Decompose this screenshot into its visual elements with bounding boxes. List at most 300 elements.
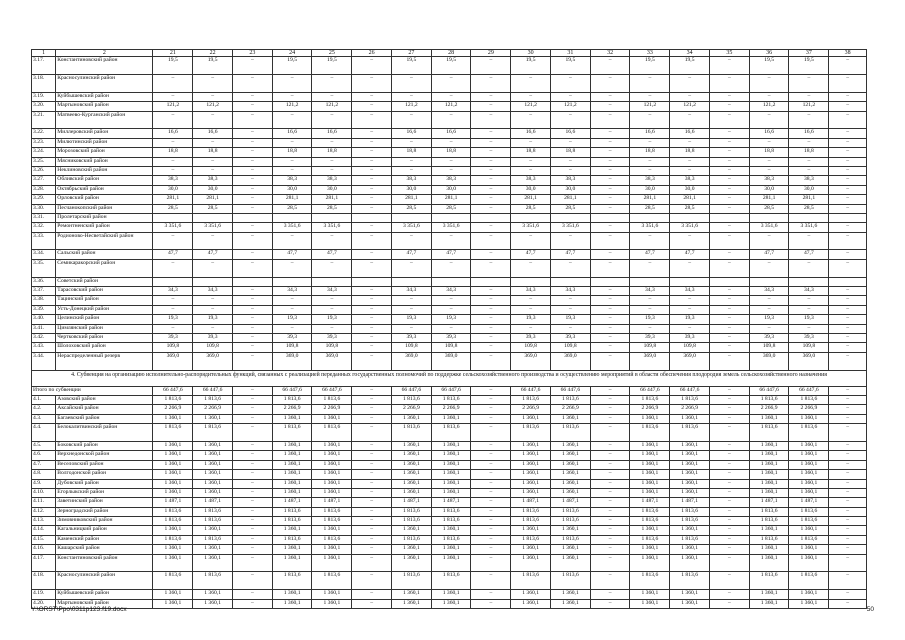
amount-cell: 3 351,6 bbox=[670, 223, 710, 232]
amount-cell: 1 360,1 bbox=[312, 460, 352, 469]
row-number: 4.13. bbox=[32, 517, 56, 526]
amount-cell: – bbox=[550, 75, 590, 93]
row-number: 4.2. bbox=[32, 405, 56, 414]
empty-cell: – bbox=[352, 176, 392, 185]
empty-cell: – bbox=[232, 535, 272, 544]
empty-cell: – bbox=[829, 590, 867, 599]
table-row bbox=[32, 460, 867, 469]
amount-cell: 1 360,1 bbox=[272, 488, 312, 497]
amount-cell: 16,6 bbox=[431, 129, 471, 138]
amount-cell: 1 813,6 bbox=[272, 572, 312, 590]
amount-cell: 1 360,1 bbox=[670, 441, 710, 450]
amount-cell: 18,8 bbox=[670, 148, 710, 157]
amount-cell: 18,8 bbox=[272, 148, 312, 157]
empty-cell: – bbox=[829, 250, 867, 259]
empty-cell bbox=[352, 213, 392, 222]
amount-cell: 1 360,1 bbox=[193, 479, 233, 488]
empty-cell: – bbox=[471, 324, 511, 333]
empty-cell: – bbox=[352, 148, 392, 157]
empty-cell: – bbox=[709, 334, 749, 343]
district-name: Куйбышевский район bbox=[56, 590, 153, 599]
row-number: 4.4. bbox=[32, 424, 56, 442]
empty-cell: – bbox=[829, 129, 867, 138]
amount-cell: 19,5 bbox=[511, 57, 551, 75]
empty-cell: – bbox=[709, 395, 749, 404]
amount-cell: 38,3 bbox=[511, 176, 551, 185]
amount-cell: 34,3 bbox=[550, 287, 590, 296]
empty-cell: – bbox=[471, 498, 511, 507]
amount-cell: – bbox=[312, 157, 352, 166]
amount-cell: 1 360,1 bbox=[630, 590, 670, 599]
amount-cell: 1 813,6 bbox=[511, 507, 551, 516]
amount-cell: 1 360,1 bbox=[789, 470, 829, 479]
amount-cell: 1 813,6 bbox=[153, 572, 193, 590]
empty-cell: – bbox=[471, 296, 511, 305]
amount-cell: 2 266,9 bbox=[749, 405, 789, 414]
amount-cell: 1 360,1 bbox=[431, 599, 471, 608]
amount-cell: – bbox=[749, 324, 789, 333]
empty-cell: – bbox=[829, 166, 867, 175]
amount-cell: 18,8 bbox=[391, 148, 431, 157]
empty-cell: – bbox=[709, 343, 749, 352]
empty-cell: – bbox=[590, 554, 630, 572]
empty-cell: – bbox=[590, 57, 630, 75]
empty-cell: – bbox=[471, 204, 511, 213]
empty-cell: – bbox=[829, 535, 867, 544]
amount-cell: – bbox=[153, 232, 193, 250]
empty-cell: – bbox=[590, 414, 630, 423]
row-number: 3.36. bbox=[32, 277, 56, 286]
amount-cell: 16,6 bbox=[272, 129, 312, 138]
amount-cell: 47,7 bbox=[670, 250, 710, 259]
amount-cell: 1 813,6 bbox=[312, 535, 352, 544]
amount-cell: 1 813,6 bbox=[550, 572, 590, 590]
amount-cell: 1 360,1 bbox=[550, 414, 590, 423]
amount-cell: 1 813,6 bbox=[630, 424, 670, 442]
amount-cell: – bbox=[153, 259, 193, 277]
row-number: 3.29. bbox=[32, 195, 56, 204]
amount-cell: 281,1 bbox=[749, 195, 789, 204]
district-name: Кагальницкий район bbox=[56, 526, 153, 535]
amount-cell: 18,8 bbox=[630, 148, 670, 157]
amount-cell: – bbox=[312, 305, 352, 314]
amount-cell: 1 360,1 bbox=[550, 460, 590, 469]
amount-cell: – bbox=[272, 92, 312, 101]
amount-cell: – bbox=[670, 324, 710, 333]
amount-cell: – bbox=[193, 75, 233, 93]
row-number: 4.7. bbox=[32, 460, 56, 469]
table-row bbox=[32, 138, 867, 147]
amount-cell: 109,8 bbox=[789, 343, 829, 352]
amount-cell: 1 813,6 bbox=[193, 424, 233, 442]
amount-cell: 19,5 bbox=[550, 57, 590, 75]
amount-cell: 1 813,6 bbox=[272, 424, 312, 442]
amount-cell: – bbox=[749, 111, 789, 129]
empty-cell: – bbox=[232, 102, 272, 111]
empty-cell: – bbox=[352, 223, 392, 232]
amount-cell bbox=[312, 213, 352, 222]
amount-cell: 1 360,1 bbox=[670, 545, 710, 554]
empty-cell: – bbox=[709, 92, 749, 101]
amount-cell: 1 360,1 bbox=[630, 488, 670, 497]
empty-cell: – bbox=[590, 334, 630, 343]
amount-cell: 1 360,1 bbox=[153, 526, 193, 535]
section-title: 4. Субвенция на организацию исполнительно-распорядительных функций, связанных с реализацией переданных государственных полномочий по поддержке сельскохозяйственного производства и осуществлению мероприятий в области обеспечения плодородия земель сельскохозяйственного назначения bbox=[32, 370, 867, 386]
empty-cell: – bbox=[829, 75, 867, 93]
column-number: 26 bbox=[352, 50, 392, 57]
amount-cell: 47,7 bbox=[272, 250, 312, 259]
amount-cell: 1 360,1 bbox=[153, 545, 193, 554]
empty-cell: – bbox=[590, 343, 630, 352]
amount-cell: 2 266,9 bbox=[431, 405, 471, 414]
amount-cell: 30,0 bbox=[550, 185, 590, 194]
amount-cell: 1 813,6 bbox=[550, 517, 590, 526]
amount-cell: – bbox=[630, 157, 670, 166]
empty-cell: – bbox=[352, 395, 392, 404]
amount-cell: 1 360,1 bbox=[153, 590, 193, 599]
amount-cell bbox=[431, 213, 471, 222]
empty-cell: – bbox=[471, 470, 511, 479]
empty-cell: – bbox=[709, 572, 749, 590]
empty-cell: – bbox=[829, 102, 867, 111]
row-number: 4.12. bbox=[32, 507, 56, 516]
amount-cell: – bbox=[550, 324, 590, 333]
empty-cell: – bbox=[590, 479, 630, 488]
amount-cell: – bbox=[749, 296, 789, 305]
amount-cell: 18,8 bbox=[749, 148, 789, 157]
amount-cell: 281,1 bbox=[391, 195, 431, 204]
column-number: 2 bbox=[56, 50, 153, 57]
amount-cell: 1 360,1 bbox=[789, 451, 829, 460]
table-row bbox=[32, 526, 867, 535]
amount-cell: 1 487,1 bbox=[272, 498, 312, 507]
amount-cell: 38,3 bbox=[391, 176, 431, 185]
amount-cell: 1 360,1 bbox=[670, 470, 710, 479]
amount-cell: 19,3 bbox=[312, 315, 352, 324]
amount-cell: – bbox=[193, 92, 233, 101]
amount-cell: 1 360,1 bbox=[789, 590, 829, 599]
empty-cell: – bbox=[232, 479, 272, 488]
amount-cell: 1 360,1 bbox=[193, 414, 233, 423]
row-number: 4.14. bbox=[32, 526, 56, 535]
empty-cell: – bbox=[232, 195, 272, 204]
empty-cell: – bbox=[709, 166, 749, 175]
amount-cell: – bbox=[431, 305, 471, 314]
amount-cell: 1 813,6 bbox=[272, 535, 312, 544]
amount-cell: 18,8 bbox=[789, 148, 829, 157]
row-number: 3.28. bbox=[32, 185, 56, 194]
amount-cell: 16,6 bbox=[391, 129, 431, 138]
amount-cell: 1 813,6 bbox=[431, 395, 471, 404]
row-number: 3.30. bbox=[32, 204, 56, 213]
amount-cell bbox=[391, 213, 431, 222]
amount-cell: – bbox=[153, 75, 193, 93]
amount-cell: 1 487,1 bbox=[550, 498, 590, 507]
row-number: 3.27. bbox=[32, 176, 56, 185]
amount-cell: 19,3 bbox=[391, 315, 431, 324]
empty-cell: – bbox=[352, 324, 392, 333]
amount-cell: – bbox=[431, 138, 471, 147]
empty-cell: – bbox=[590, 305, 630, 314]
empty-cell: – bbox=[709, 195, 749, 204]
amount-cell: – bbox=[749, 75, 789, 93]
empty-cell: – bbox=[709, 259, 749, 277]
amount-cell: 1 360,1 bbox=[789, 545, 829, 554]
empty-cell: – bbox=[709, 138, 749, 147]
amount-cell: 1 360,1 bbox=[511, 460, 551, 469]
amount-cell: – bbox=[550, 232, 590, 250]
amount-cell: 369,0 bbox=[670, 352, 710, 370]
amount-cell: 34,3 bbox=[670, 287, 710, 296]
amount-cell: – bbox=[789, 259, 829, 277]
amount-cell: 1 360,1 bbox=[789, 488, 829, 497]
row-number: 3.24. bbox=[32, 148, 56, 157]
empty-cell: – bbox=[232, 185, 272, 194]
amount-cell: 369,0 bbox=[193, 352, 233, 370]
empty-cell: – bbox=[709, 204, 749, 213]
empty-cell: – bbox=[232, 315, 272, 324]
empty-cell: – bbox=[232, 250, 272, 259]
amount-cell: 1 360,1 bbox=[431, 451, 471, 460]
amount-cell: – bbox=[153, 305, 193, 314]
amount-cell: 1 360,1 bbox=[511, 590, 551, 599]
empty-cell: – bbox=[232, 590, 272, 599]
amount-cell: – bbox=[630, 296, 670, 305]
empty-cell: – bbox=[709, 148, 749, 157]
amount-cell: 34,3 bbox=[272, 287, 312, 296]
district-name: Мясниковский район bbox=[56, 157, 153, 166]
table-row bbox=[32, 535, 867, 544]
table-row bbox=[32, 324, 867, 333]
empty-cell: – bbox=[829, 395, 867, 404]
amount-cell: 1 813,6 bbox=[391, 507, 431, 516]
amount-cell: – bbox=[670, 232, 710, 250]
amount-cell: 1 360,1 bbox=[511, 554, 551, 572]
amount-cell: 1 813,6 bbox=[153, 424, 193, 442]
column-number: 27 bbox=[391, 50, 431, 57]
empty-cell: – bbox=[590, 535, 630, 544]
empty-cell: – bbox=[590, 176, 630, 185]
amount-cell: 3 351,6 bbox=[630, 223, 670, 232]
amount-cell: 39,3 bbox=[391, 334, 431, 343]
empty-cell: – bbox=[471, 599, 511, 608]
empty-cell: – bbox=[471, 386, 511, 395]
amount-cell: – bbox=[431, 259, 471, 277]
amount-cell bbox=[789, 213, 829, 222]
amount-cell: 1 360,1 bbox=[431, 441, 471, 450]
amount-cell: 18,8 bbox=[550, 148, 590, 157]
row-number: 3.20. bbox=[32, 102, 56, 111]
amount-cell: – bbox=[670, 259, 710, 277]
amount-cell: 28,5 bbox=[391, 204, 431, 213]
amount-cell: 34,3 bbox=[193, 287, 233, 296]
amount-cell: – bbox=[670, 305, 710, 314]
amount-cell: 121,2 bbox=[550, 102, 590, 111]
amount-cell: – bbox=[312, 232, 352, 250]
empty-cell: – bbox=[232, 498, 272, 507]
amount-cell: 109,8 bbox=[391, 343, 431, 352]
amount-cell: 1 360,1 bbox=[511, 545, 551, 554]
amount-cell: 39,3 bbox=[789, 334, 829, 343]
row-number: 4.6. bbox=[32, 451, 56, 460]
empty-cell bbox=[232, 277, 272, 286]
amount-cell: 3 351,6 bbox=[511, 223, 551, 232]
amount-cell: 2 266,9 bbox=[193, 405, 233, 414]
empty-cell: – bbox=[471, 479, 511, 488]
amount-cell: – bbox=[431, 75, 471, 93]
amount-cell: 281,1 bbox=[272, 195, 312, 204]
amount-cell: – bbox=[431, 111, 471, 129]
empty-cell: – bbox=[232, 395, 272, 404]
amount-cell: 1 487,1 bbox=[153, 498, 193, 507]
amount-cell: 1 813,6 bbox=[312, 572, 352, 590]
amount-cell: – bbox=[670, 111, 710, 129]
empty-cell: – bbox=[352, 204, 392, 213]
empty-cell: – bbox=[352, 111, 392, 129]
amount-cell: 39,3 bbox=[431, 334, 471, 343]
amount-cell: – bbox=[391, 111, 431, 129]
empty-cell: – bbox=[471, 250, 511, 259]
district-name: Дубовский район bbox=[56, 479, 153, 488]
amount-cell: – bbox=[391, 92, 431, 101]
empty-cell: – bbox=[352, 488, 392, 497]
amount-cell: – bbox=[550, 296, 590, 305]
amount-cell: – bbox=[511, 138, 551, 147]
row-number: 3.39. bbox=[32, 305, 56, 314]
empty-cell: – bbox=[471, 441, 511, 450]
amount-cell: 1 360,1 bbox=[670, 414, 710, 423]
amount-cell: 1 813,6 bbox=[550, 424, 590, 442]
amount-cell: 1 360,1 bbox=[630, 451, 670, 460]
empty-cell: – bbox=[471, 129, 511, 138]
empty-cell: – bbox=[352, 451, 392, 460]
amount-cell: 19,3 bbox=[630, 315, 670, 324]
amount-cell: 1 360,1 bbox=[312, 441, 352, 450]
amount-cell: – bbox=[272, 157, 312, 166]
amount-cell: – bbox=[431, 232, 471, 250]
row-number: 4.11. bbox=[32, 498, 56, 507]
empty-cell: – bbox=[590, 102, 630, 111]
amount-cell: 1 360,1 bbox=[749, 599, 789, 608]
amount-cell bbox=[272, 277, 312, 286]
empty-cell: – bbox=[590, 111, 630, 129]
empty-cell: – bbox=[232, 488, 272, 497]
empty-cell: – bbox=[471, 166, 511, 175]
row-number: 3.21. bbox=[32, 111, 56, 129]
table-row bbox=[32, 57, 867, 75]
amount-cell: 1 360,1 bbox=[431, 554, 471, 572]
amount-cell: – bbox=[511, 296, 551, 305]
amount-cell: – bbox=[193, 138, 233, 147]
amount-cell: 1 813,6 bbox=[431, 572, 471, 590]
column-number: 21 bbox=[153, 50, 193, 57]
amount-cell: 1 813,6 bbox=[670, 507, 710, 516]
table-row bbox=[32, 157, 867, 166]
empty-cell: – bbox=[471, 545, 511, 554]
amount-cell: 1 813,6 bbox=[153, 507, 193, 516]
amount-cell: 1 360,1 bbox=[550, 470, 590, 479]
amount-cell: 1 360,1 bbox=[431, 488, 471, 497]
amount-cell: 47,7 bbox=[511, 250, 551, 259]
amount-cell: 19,5 bbox=[272, 57, 312, 75]
district-name: Азовский район bbox=[56, 395, 153, 404]
amount-cell: 16,6 bbox=[312, 129, 352, 138]
amount-cell: 34,3 bbox=[391, 287, 431, 296]
empty-cell: – bbox=[829, 296, 867, 305]
amount-cell: 30,0 bbox=[153, 185, 193, 194]
empty-cell: – bbox=[590, 517, 630, 526]
amount-cell: 1 813,6 bbox=[511, 535, 551, 544]
amount-cell: 1 360,1 bbox=[193, 545, 233, 554]
empty-cell: – bbox=[232, 129, 272, 138]
amount-cell: 1 487,1 bbox=[749, 498, 789, 507]
amount-cell: 369,0 bbox=[550, 352, 590, 370]
amount-cell: 30,0 bbox=[511, 185, 551, 194]
amount-cell: 3 351,6 bbox=[312, 223, 352, 232]
district-name: Сальский район bbox=[56, 250, 153, 259]
empty-cell: – bbox=[352, 296, 392, 305]
amount-cell: 1 813,6 bbox=[391, 535, 431, 544]
amount-cell: 47,7 bbox=[749, 250, 789, 259]
empty-cell: – bbox=[471, 176, 511, 185]
column-number: 25 bbox=[312, 50, 352, 57]
amount-cell: 38,3 bbox=[670, 176, 710, 185]
amount-cell: 38,3 bbox=[431, 176, 471, 185]
row-number: 4.9. bbox=[32, 479, 56, 488]
amount-cell: – bbox=[193, 305, 233, 314]
amount-cell: 1 360,1 bbox=[670, 479, 710, 488]
empty-cell: – bbox=[471, 535, 511, 544]
district-name: Октябрьский район bbox=[56, 185, 153, 194]
amount-cell: 1 813,6 bbox=[431, 424, 471, 442]
empty-cell: – bbox=[352, 138, 392, 147]
amount-cell: 34,3 bbox=[312, 287, 352, 296]
amount-cell: 281,1 bbox=[550, 195, 590, 204]
amount-cell: 1 360,1 bbox=[749, 460, 789, 469]
amount-cell: 109,8 bbox=[272, 343, 312, 352]
amount-cell: – bbox=[312, 324, 352, 333]
district-name: Мартыновский район bbox=[56, 102, 153, 111]
amount-cell: 1 360,1 bbox=[749, 526, 789, 535]
amount-cell: – bbox=[670, 92, 710, 101]
table-row bbox=[32, 405, 867, 414]
amount-cell: 1 487,1 bbox=[193, 498, 233, 507]
district-name: Тацинский район bbox=[56, 296, 153, 305]
amount-cell: 369,0 bbox=[312, 352, 352, 370]
amount-cell: 1 813,6 bbox=[749, 424, 789, 442]
amount-cell: – bbox=[312, 259, 352, 277]
empty-cell: – bbox=[590, 138, 630, 147]
empty-cell: – bbox=[232, 507, 272, 516]
amount-cell: 1 813,6 bbox=[630, 572, 670, 590]
column-number: 24 bbox=[272, 50, 312, 57]
empty-cell: – bbox=[352, 572, 392, 590]
empty-cell: – bbox=[829, 204, 867, 213]
amount-cell: 109,8 bbox=[153, 343, 193, 352]
amount-cell: – bbox=[670, 157, 710, 166]
amount-cell: 30,0 bbox=[670, 185, 710, 194]
amount-cell: 1 360,1 bbox=[550, 479, 590, 488]
amount-cell: – bbox=[193, 232, 233, 250]
empty-cell: – bbox=[590, 75, 630, 93]
amount-cell: 1 360,1 bbox=[272, 479, 312, 488]
empty-cell: – bbox=[709, 451, 749, 460]
district-name: Зимовниковский район bbox=[56, 517, 153, 526]
total-amount: 66 447,6 bbox=[670, 386, 710, 395]
empty-cell: – bbox=[709, 479, 749, 488]
amount-cell: 1 813,6 bbox=[550, 535, 590, 544]
empty-cell: – bbox=[352, 343, 392, 352]
